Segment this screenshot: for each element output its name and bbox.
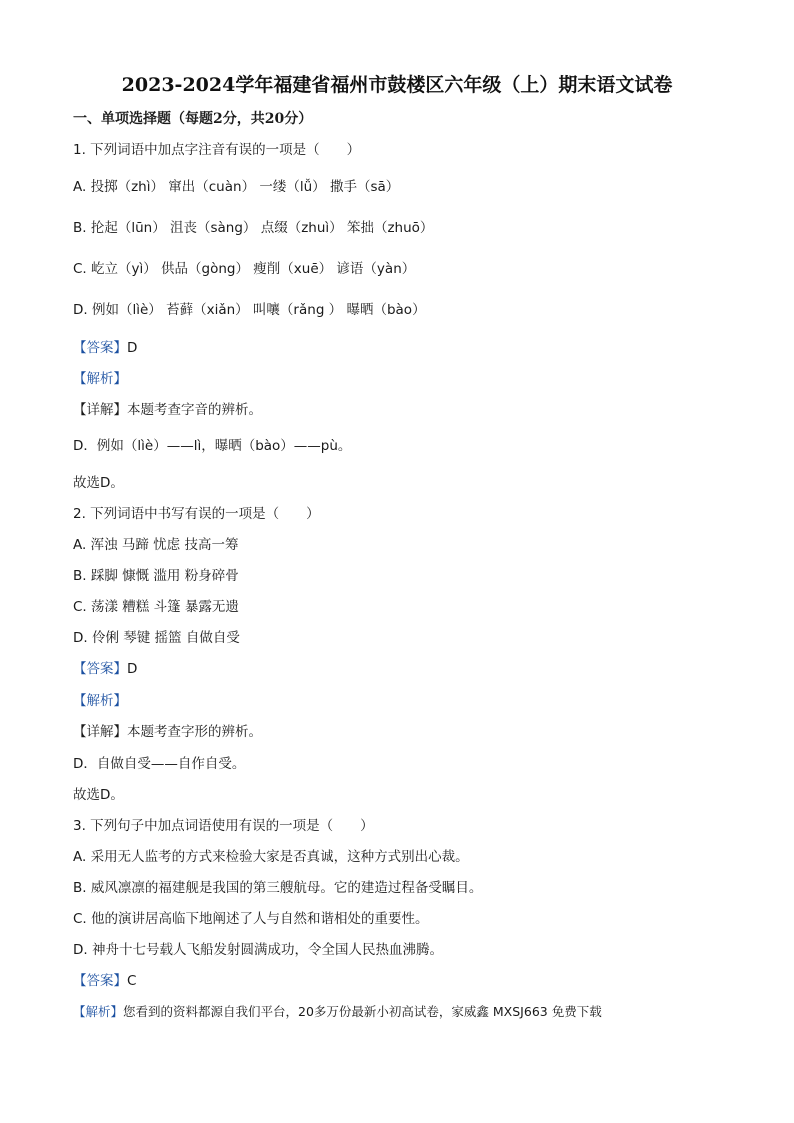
question-1-option-a: A. 投掷（zhì） 窜出（cuàn） 一缕（lǚ） 撒手（sā） (73, 179, 400, 195)
answer-tag: 【答案】 (73, 340, 127, 356)
question-2-stem: 2. 下列词语中书写有误的一项是（ ） (73, 506, 320, 522)
answer-value: D (127, 661, 138, 677)
answer-tag: 【答案】 (73, 973, 127, 989)
page-title: 2023-2024学年福建省福州市鼓楼区六年级（上）期末语文试卷 (121, 74, 673, 96)
question-2-option-d: D. 伶俐 琴键 摇篮 自做自受 (73, 630, 240, 646)
detail-text: 本题考查字形的辨析。 (127, 724, 262, 740)
question-1-option-d: D. 例如（lìè） 苔藓（xiǎn） 叫嚷（rǎng ） 曝晒（bào） (73, 302, 426, 318)
question-2-detail (73, 723, 262, 741)
detail-tag: 【详解】 (73, 402, 127, 418)
question-2-answer (73, 660, 137, 678)
question-1-option-b: B. 抡起（lūn） 沮丧（sàng） 点缀（zhuì） 笨拙（zhuō） (73, 220, 434, 236)
question-2-explanation: D．自做自受——自作自受。 (73, 756, 246, 772)
question-3-option-a: A. 采用无人监考的方式来检验大家是否真诚，这种方式别出心裁。 (73, 849, 469, 865)
question-1-analysis-tag: 【解析】 (73, 371, 127, 387)
question-2-option-a: A. 浑浊 马蹄 忧虑 技高一筹 (73, 537, 239, 553)
question-1-choice: 故选D。 (73, 475, 124, 491)
analysis-tag: 【解析】 (73, 1004, 124, 1019)
question-3-analysis (73, 1003, 602, 1021)
question-3-answer (73, 972, 136, 990)
detail-text: 本题考查字音的辨析。 (127, 402, 262, 418)
detail-tag: 【详解】 (73, 724, 127, 740)
question-2-choice: 故选D。 (73, 787, 124, 803)
question-1-stem: 1. 下列词语中加点字注音有误的一项是（ ） (73, 142, 361, 158)
answer-value: D (127, 340, 138, 356)
promo-footer-text: 您看到的资料都源自我们平台，20多万份最新小初高试卷，家威鑫 MXSJ663 免费下载 (123, 1004, 602, 1019)
question-1-detail (73, 401, 262, 419)
question-1-option-c: C. 屹立（yì） 供品（gòng） 瘦削（xuē） 谚语（yàn） (73, 261, 416, 277)
question-3-option-d: D. 神舟十七号载人飞船发射圆满成功，令全国人民热血沸腾。 (73, 942, 443, 958)
question-1-explanation: D．例如（lìè）——lì，曝晒（bào）——pù。 (73, 438, 352, 454)
answer-value: C (127, 973, 137, 989)
question-3-option-b: B. 威风凛凛的福建舰是我国的第三艘航母。它的建造过程备受瞩目。 (73, 880, 483, 896)
question-2-option-c: C. 荡漾 糟糕 斗篷 暴露无遗 (73, 599, 239, 615)
question-2-option-b: B. 踩脚 慷慨 滥用 粉身碎骨 (73, 568, 239, 584)
question-3-stem: 3. 下列句子中加点词语使用有误的一项是（ ） (73, 818, 374, 834)
question-1-answer (73, 339, 137, 357)
question-2-analysis-tag: 【解析】 (73, 693, 127, 709)
section-heading: 一、单项选择题（每题2分，共20分） (73, 111, 313, 127)
question-3-option-c: C. 他的演讲居高临下地阐述了人与自然和谐相处的重要性。 (73, 911, 429, 927)
answer-tag: 【答案】 (73, 661, 127, 677)
